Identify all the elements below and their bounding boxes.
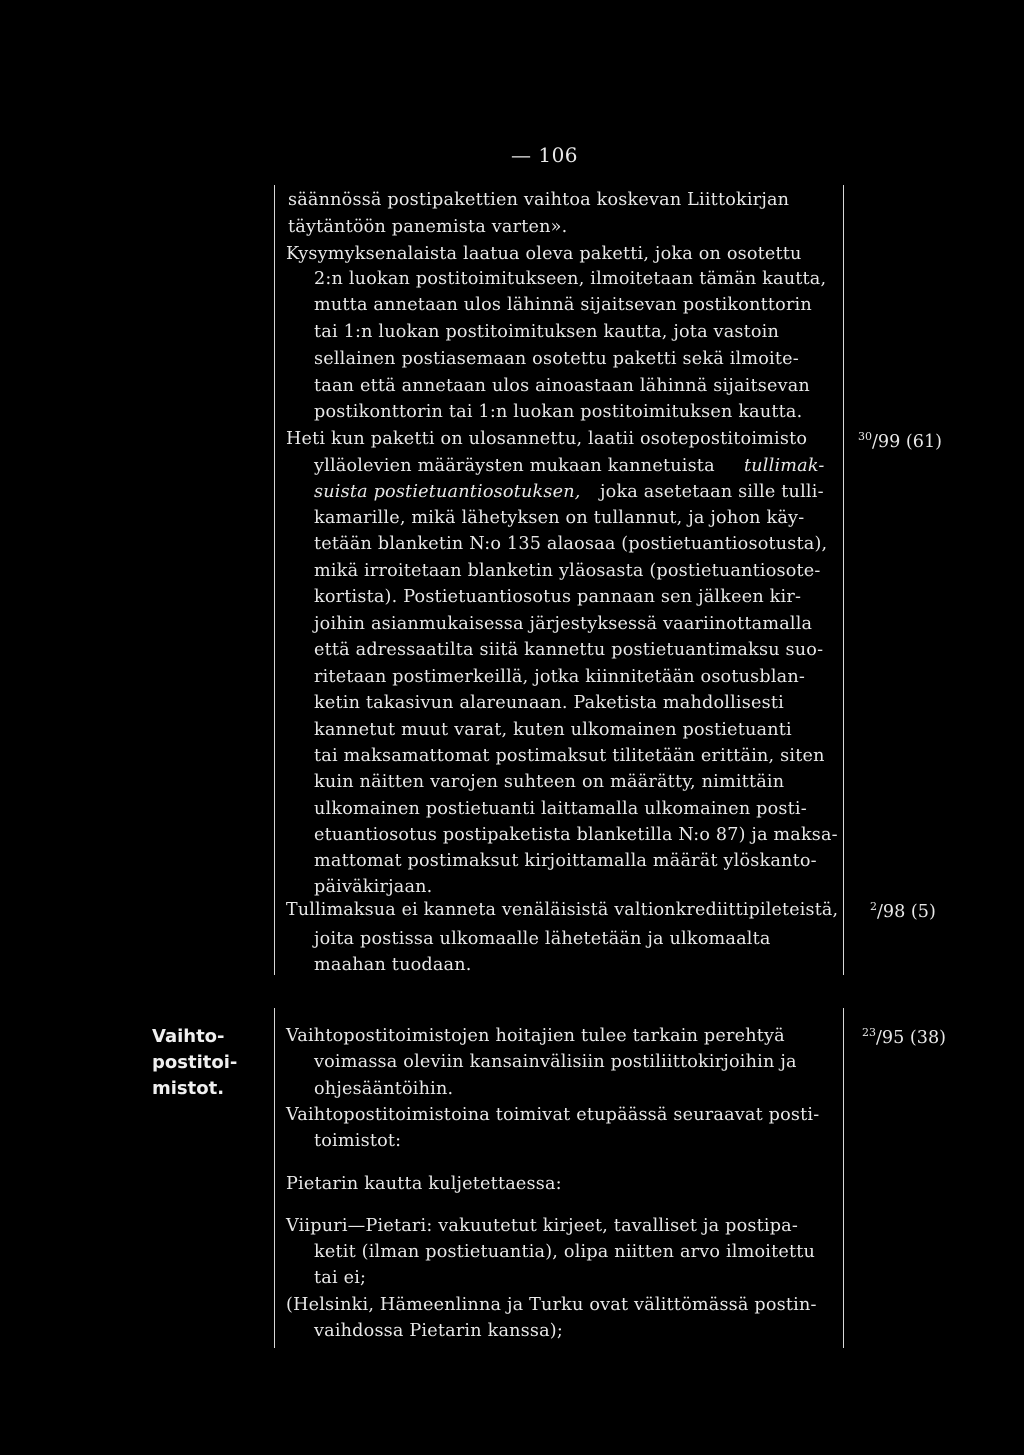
text-line: ulkomainen postietuanti laittamalla ulkomainen posti- bbox=[314, 799, 807, 819]
text-line: kamarille, mikä lähetyksen on tullannut, ja johon käy- bbox=[314, 508, 805, 528]
text-line: tetään blanketin N:o 135 alaosaa (postietuantiosotusta), bbox=[314, 534, 828, 554]
text-line: ohjesääntöihin. bbox=[314, 1079, 454, 1099]
text-line: taan että annetaan ulos ainoastaan lähinnä sijaitsevan bbox=[314, 376, 810, 396]
text-line: voimassa oleviin kansainvälisiin postiliittokirjoihin ja bbox=[314, 1052, 797, 1072]
text-line: joka asetetaan sille tulli- bbox=[600, 482, 824, 502]
text-line: Kysymyksenalaista laatua oleva paketti, joka on osotettu bbox=[286, 244, 802, 264]
text-line: kannetut muut varat, kuten ulkomainen postietuanti bbox=[314, 720, 792, 740]
text-line: Viipuri—Pietari: vakuutetut kirjeet, tavalliset ja postipa- bbox=[286, 1216, 798, 1236]
text-line: ritetaan postimerkeillä, jotka kiinnitetään osotusblan- bbox=[314, 667, 806, 687]
text-line: ylläolevien määräysten mukaan kannetuista bbox=[314, 456, 715, 476]
text-line: että adressaatilta siitä kannettu postietuantimaksu suo- bbox=[314, 640, 824, 660]
page-number: — 106 bbox=[511, 143, 579, 167]
right-column-rule-lower bbox=[843, 1008, 844, 1348]
text-line: Pietarin kautta kuljetettaessa: bbox=[286, 1174, 562, 1194]
right-column-rule bbox=[843, 185, 844, 975]
text-line: päiväkirjaan. bbox=[314, 877, 433, 897]
text-line: toimistot: bbox=[314, 1131, 402, 1151]
text-line: kuin näitten varojen suhteen on määrätty, nimittäin bbox=[314, 772, 785, 792]
text-line: sellainen postiasemaan osotettu paketti sekä ilmoite- bbox=[314, 349, 799, 369]
text-line: Vaihtopostitoimistojen hoitajien tulee tarkain perehtyä bbox=[286, 1026, 785, 1046]
text-line: täytäntöön panemista varten». bbox=[288, 217, 568, 237]
text-line: postikonttorin tai 1:n luokan postitoimituksen kautta. bbox=[314, 402, 803, 422]
text-line: joita postissa ulkomaalle lähetetään ja ulkomaalta bbox=[314, 929, 771, 949]
text-line: tai maksamattomat postimaksut tilitetään erittäin, siten bbox=[314, 746, 825, 766]
text-line: mattomat postimaksut kirjoittamalla määrät ylöskanto- bbox=[314, 851, 817, 871]
text-line-italic: suista postietuantiosotuksen, bbox=[314, 482, 581, 502]
text-line: kortista). Postietuantiosotus pannaan sen jälkeen kir- bbox=[314, 587, 802, 607]
margin-reference: $^2$/98 (5) bbox=[870, 900, 936, 922]
text-line: säännössä postipakettien vaihtoa koskevan Liittokirjan bbox=[288, 190, 790, 210]
text-line: ketit (ilman postietuantia), olipa niitten arvo ilmoitettu bbox=[314, 1242, 816, 1262]
text-line: mikä irroitetaan blanketin yläosasta (postietuantiosote- bbox=[314, 561, 821, 581]
side-heading-line: postitoi- bbox=[152, 1052, 238, 1073]
left-column-rule-lower bbox=[274, 1008, 275, 1348]
text-line: ketin takasivun alareunaan. Paketista mahdollisesti bbox=[314, 693, 784, 713]
text-line: tai 1:n luokan postitoimituksen kautta, jota vastoin bbox=[314, 322, 780, 342]
text-line: maahan tuodaan. bbox=[314, 955, 472, 975]
text-line: Tullimaksua ei kanneta venäläisistä valtionkrediittipileteistä, bbox=[286, 900, 839, 920]
text-line: vaihdossa Pietarin kanssa); bbox=[314, 1321, 563, 1341]
side-heading bbox=[152, 1024, 237, 1102]
margin-reference: $^{30}$/99 (61) bbox=[858, 430, 943, 452]
text-line: (Helsinki, Hämeenlinna ja Turku ovat välittömässä postin- bbox=[286, 1295, 817, 1315]
side-heading-line: mistot. bbox=[152, 1078, 225, 1099]
text-line: 2:n luokan postitoimitukseen, ilmoitetaan tämän kautta, bbox=[314, 269, 827, 289]
text-line-italic: tullimak- bbox=[744, 456, 825, 476]
text-line: Vaihtopostitoimistoina toimivat etupäässä seuraavat posti- bbox=[286, 1105, 820, 1125]
side-heading-line: Vaihto- bbox=[152, 1026, 225, 1047]
text-line: mutta annetaan ulos lähinnä sijaitsevan postikonttorin bbox=[314, 295, 812, 315]
text-line: Heti kun paketti on ulosannettu, laatii osotepostitoimisto bbox=[286, 429, 808, 449]
margin-reference: $^{23}$/95 (38) bbox=[862, 1026, 947, 1048]
text-line: tai ei; bbox=[314, 1268, 367, 1288]
left-column-rule bbox=[274, 185, 275, 975]
text-line: etuantiosotus postipaketista blanketilla N:o 87) ja maksa- bbox=[314, 825, 838, 845]
text-line: joihin asianmukaisessa järjestyksessä vaariinottamalla bbox=[314, 614, 813, 634]
